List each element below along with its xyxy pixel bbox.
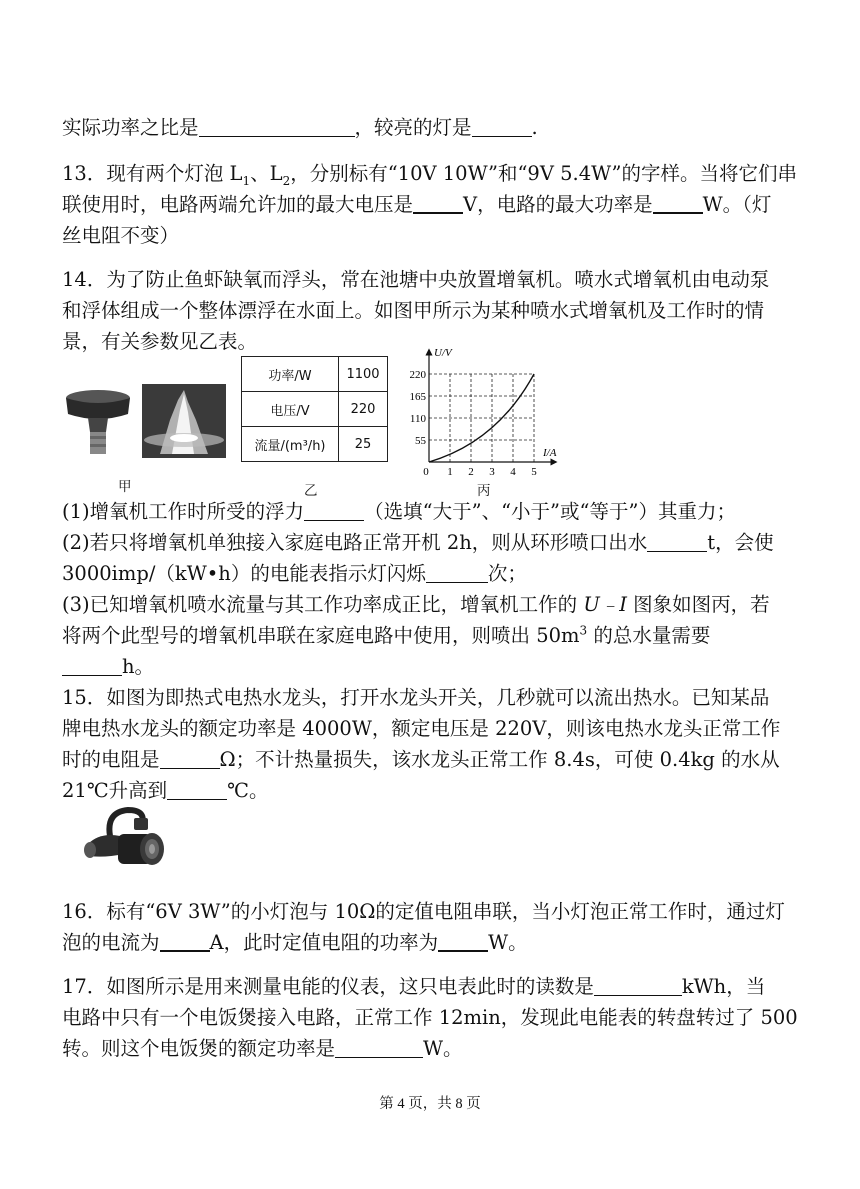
page-footer: 第 4 页，共 8 页 [379,1096,481,1112]
x-axis-label: I/A [543,447,557,459]
answer-blank[interactable] [62,655,122,676]
x-tick: 4 [510,466,516,478]
y-tick: 55 [415,435,426,447]
question-14-intro: 14．为了防止鱼虾缺氧而浮头，常在池塘中央放置增氧机。喷水式增氧机由电动泵 和浮体组成一个整体漂浮在水面上。如图甲所示为某种喷水式增氧机及工作时的情 景，有关参数见乙表。 [62,268,770,353]
answer-blank[interactable] [653,192,703,214]
answer-blank[interactable] [167,779,227,800]
answer-blank[interactable] [160,748,220,769]
answer-blank[interactable] [438,930,488,952]
answer-blank[interactable] [199,116,355,137]
x-tick: 5 [531,466,537,478]
caption-bing: 丙 [477,483,491,499]
caption-jia: 甲 [118,479,132,495]
question-14-parts: (1)增氧机工作时所受的浮力 （选填“大于”、“小于”或“等于”）其重力； (2)若只将增氧机单独接入家庭电路正常开机 2h，则从环形喷口出水 t，会使 3000imp/（kW•h）的电能表指示灯闪烁 次； (3)已知增氧机喷水流量与其工作功率成正比，增氧机工作的 U﹣I 图象如图丙，若 将两个此型号的增氧机串联在家庭电路中使用，则喷出 $50m^3$ 的总水量需要 h。 [62,500,774,678]
y-tick: 110 [409,413,426,425]
answer-blank[interactable] [160,930,210,952]
y-tick: 220 [409,369,426,381]
x-tick: 1 [447,466,453,478]
table-row: 功率/W 1100 [242,357,388,392]
caption-yi: 乙 [304,483,318,499]
question-16: 16．标有“6V 3W”的小灯泡与 10Ω的定值电阻串联，当小灯泡正常工作时，通过灯 泡的电流为 A，此时定值电阻的功率为 W。 [62,900,785,954]
u-i-graph [402,344,572,484]
answer-blank[interactable] [594,975,682,996]
q12-tail: 实际功率之比是 ，较亮的灯是 . [62,116,538,139]
faucet-photo [80,806,172,876]
question-13: 13．现有两个灯泡 $L_1$、$L_2$，分别标有“10V 10W”和“9V 5.4W”的字样。当将它们串 联使用时，电路两端允许加的最大电压是 V，电路的最大功率是 W。（灯 丝电阻不变） [62,162,797,247]
answer-blank[interactable] [304,500,364,521]
answer-blank[interactable] [335,1037,423,1058]
answer-blank[interactable] [472,116,532,137]
x-tick: 3 [489,466,495,478]
question-15: 15．如图为即热式电热水龙头，打开水龙头开关，几秒就可以流出热水。已知某品 牌电热水龙头的额定功率是 4000W，额定电压是 220V，则该电热水龙头正常工作 时的电阻是 Ω；不计热量损失，该水龙头正常工作 8.4s，可使 0.4kg 的水从 21℃升高到 ℃。 [62,686,781,802]
y-axis-label: U/V [434,347,452,359]
aerator-photo [60,380,230,462]
parameter-table [241,356,388,462]
question-17: 17．如图所示是用来测量电能的仪表，这只电表此时的读数是 kWh，当 电路中只有一个电饭煲接入电路，正常工作 12min，发现此电能表的转盘转过了 500 转。则这个电饭煲的额定功率是 W。 [62,975,798,1060]
y-tick: 165 [409,391,426,403]
answer-blank[interactable] [426,562,488,583]
x-tick: 0 [423,466,429,478]
answer-blank[interactable] [413,192,463,214]
table-row: 电压/V 220 [242,392,388,427]
table-row: 流量/(m³/h) 25 [242,427,388,462]
answer-blank[interactable] [647,531,707,552]
x-tick: 2 [468,466,474,478]
